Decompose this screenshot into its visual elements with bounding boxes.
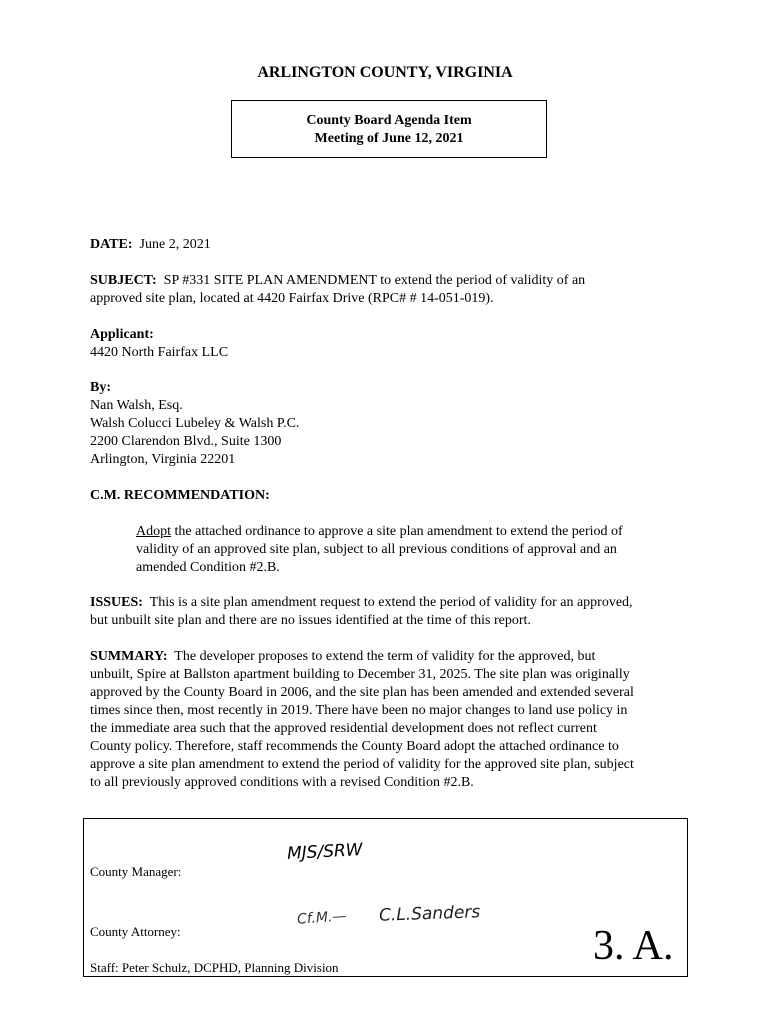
meeting-date: Meeting of June 12, 2021 xyxy=(314,131,464,146)
by-line: 2200 Clarendon Blvd., Suite 1300 xyxy=(90,434,282,449)
recommendation-line-1 xyxy=(136,523,681,541)
date-label: DATE: xyxy=(90,237,133,252)
summary-line: approved by the County Board in 2006, and the site plan has been amended and extended several xyxy=(90,685,634,700)
recommendation-text-1: the attached ordinance to approve a site plan amendment to extend the period of xyxy=(171,524,623,539)
summary-label: SUMMARY: xyxy=(90,649,168,664)
county-attorney-signature-2: C.L.Sanders xyxy=(378,902,481,926)
applicant-value: 4420 North Fairfax LLC xyxy=(90,345,229,360)
recommendation-label: C.M. RECOMMENDATION: xyxy=(90,488,270,503)
summary-line: County policy. Therefore, staff recommends the County Board adopt the attached ordinance to xyxy=(90,739,619,754)
recommendation-line-3: amended Condition #2.B. xyxy=(136,560,280,575)
issues-line-2: but unbuilt site plan and there are no issues identified at the time of this report. xyxy=(90,613,531,628)
item-number: 3. A. xyxy=(593,923,674,969)
summary-line: times since then, most recently in 2019. There have been no major changes to land use policy in xyxy=(90,703,628,718)
date-line xyxy=(90,236,690,254)
by-line: Walsh Colucci Lubeley & Walsh P.C. xyxy=(90,416,300,431)
summary-line: to all previously approved conditions with a revised Condition #2.B. xyxy=(90,775,474,790)
subject-text-1: SP #331 SITE PLAN AMENDMENT to extend the period of validity of an xyxy=(163,273,586,288)
county-attorney-signature-1: Cf.M.— xyxy=(296,908,347,928)
subject-label: SUBJECT: xyxy=(90,273,157,288)
county-manager-label: County Manager: xyxy=(90,864,182,879)
subject-line-1 xyxy=(90,272,690,290)
summary-text-1: The developer proposes to extend the term of validity for the approved, but xyxy=(174,649,596,664)
county-title: ARLINGTON COUNTY, VIRGINIA xyxy=(257,64,513,81)
by-label: By: xyxy=(90,380,111,395)
applicant-label: Applicant: xyxy=(90,327,154,342)
county-manager-initials: MJS/SRW xyxy=(286,840,364,864)
county-attorney-label: County Attorney: xyxy=(90,924,181,939)
recommendation-line-2: validity of an approved site plan, subject to all previous conditions of approval and an xyxy=(136,542,617,557)
issues-text-1: This is a site plan amendment request to extend the period of validity for an approved, xyxy=(149,595,633,610)
subject-line-2: approved site plan, located at 4420 Fairfax Drive (RPC# # 14-051-019). xyxy=(90,291,494,306)
summary-line-1 xyxy=(90,648,690,666)
summary-line: approve a site plan amendment to extend the period of validity for the approved site plan, subject xyxy=(90,757,634,772)
agenda-item-label: County Board Agenda Item xyxy=(306,113,472,128)
agenda-item-box xyxy=(231,100,547,158)
summary-line: the immediate area such that the approved residential development does not reflect current xyxy=(90,721,597,736)
adopt-word: Adopt xyxy=(136,524,171,539)
summary-line: unbuilt, Spire at Ballston apartment building to December 31, 2025. The site plan was originally xyxy=(90,667,630,682)
issues-line-1 xyxy=(90,594,690,612)
staff-line: Staff: Peter Schulz, DCPHD, Planning Division xyxy=(90,960,339,975)
by-line: Nan Walsh, Esq. xyxy=(90,398,183,413)
by-line: Arlington, Virginia 22201 xyxy=(90,452,236,467)
date-value: June 2, 2021 xyxy=(139,237,211,252)
issues-label: ISSUES: xyxy=(90,595,143,610)
